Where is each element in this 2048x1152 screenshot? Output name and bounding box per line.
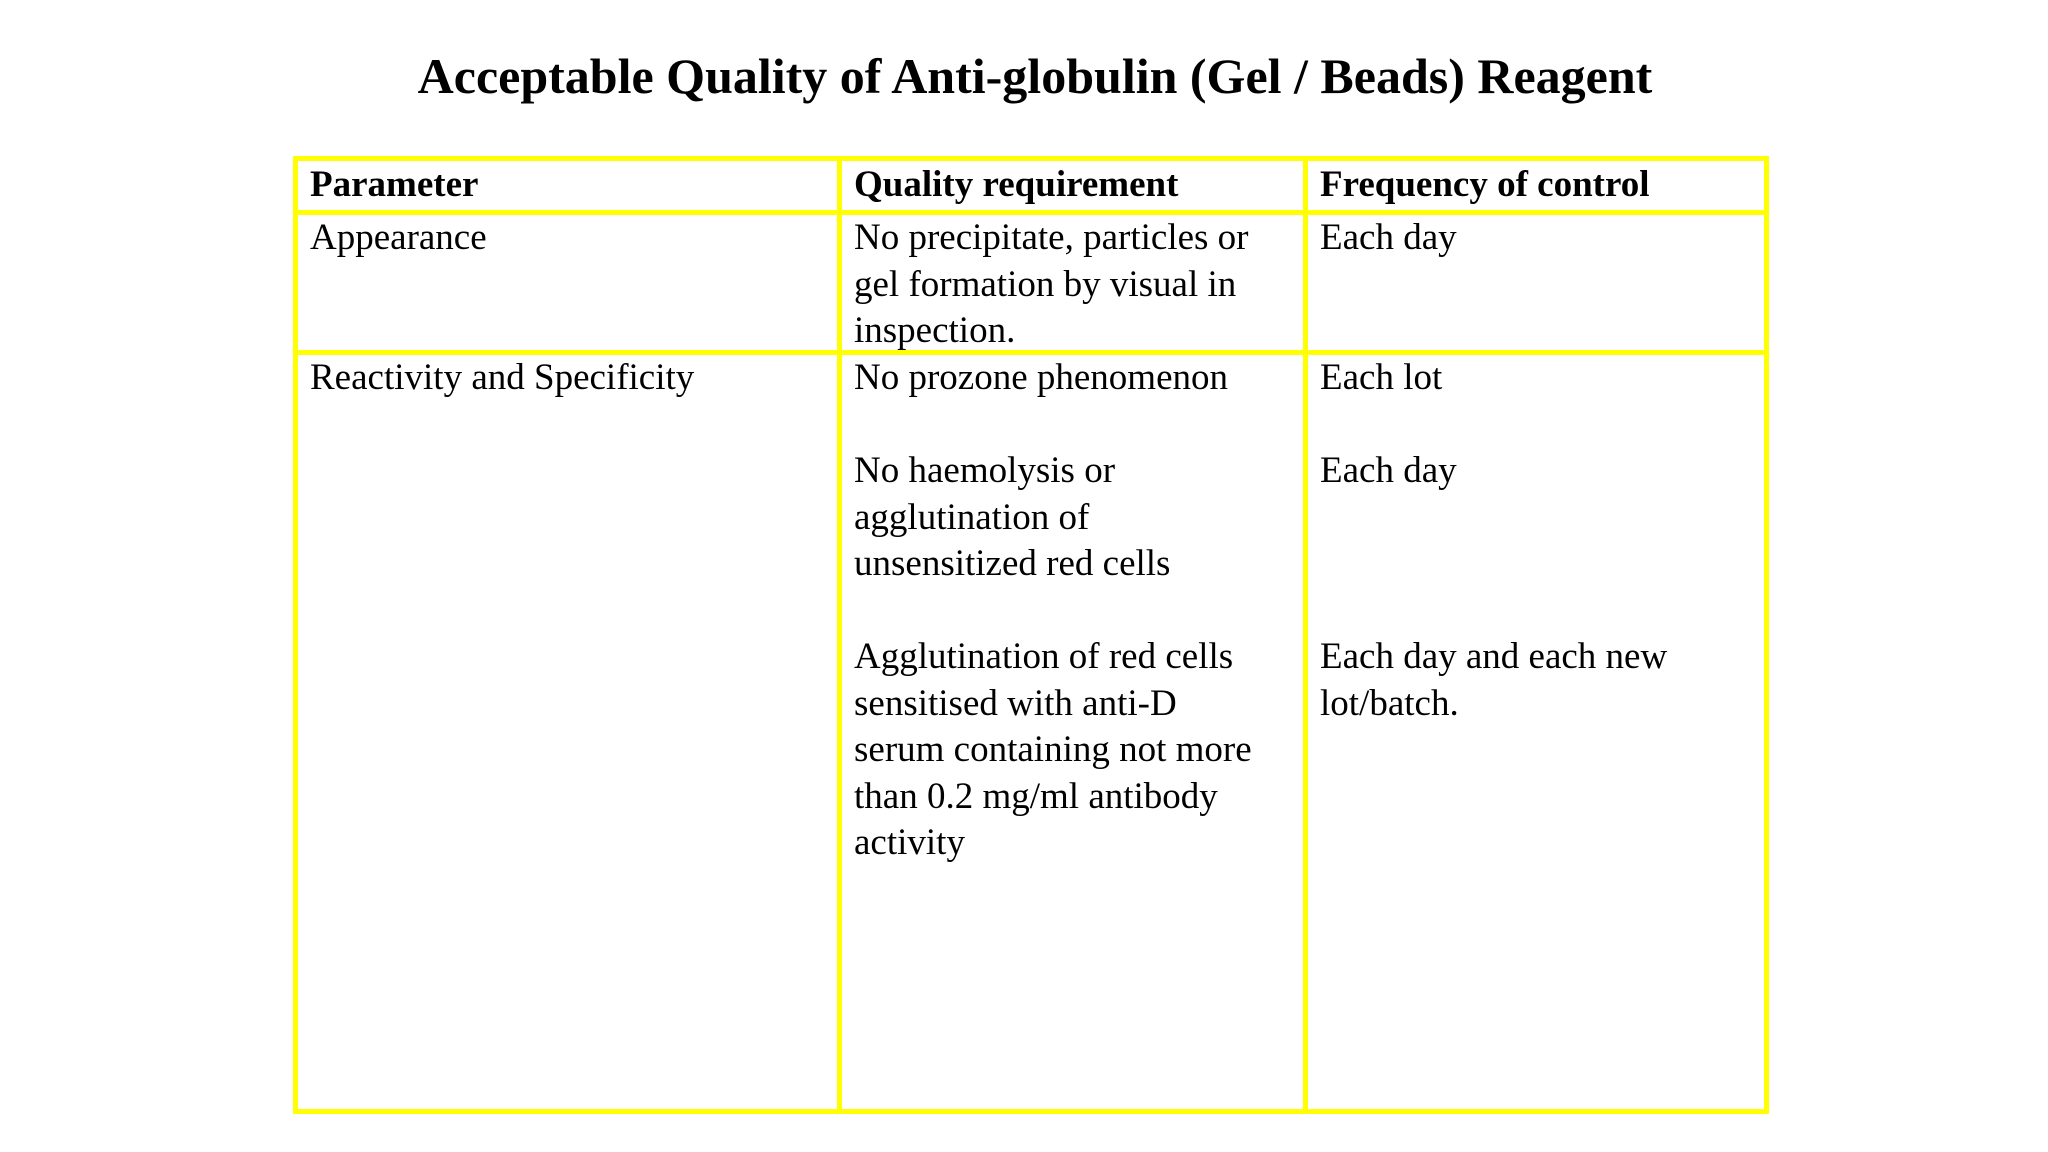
- requirement-paragraph: [854, 355, 1291, 402]
- frequency-paragraph: [1320, 355, 1752, 402]
- requirement-line: sensitised with anti-D: [854, 682, 1177, 724]
- frequency-paragraph: [1320, 448, 1752, 588]
- quality-table: [293, 156, 1769, 1114]
- row-reactivity-requirement: [837, 350, 1308, 1114]
- frequency-line: Each day: [1320, 450, 1457, 491]
- requirement-line: No haemolysis or: [854, 450, 1116, 491]
- requirement-line: Agglutination of red cells: [854, 636, 1234, 677]
- frequency-line: Each day and each new: [1320, 636, 1668, 677]
- requirement-paragraph: [854, 448, 1291, 588]
- requirement-line: unsensitized red cells: [854, 543, 1171, 584]
- requirement-line: agglutination of: [854, 496, 1090, 538]
- requirement-line: inspection.: [854, 310, 1016, 351]
- frequency-line: Each day: [1320, 217, 1457, 258]
- row-reactivity-frequency: [1303, 350, 1769, 1114]
- frequency-line: Each lot: [1320, 357, 1443, 398]
- requirement-line: than 0.2 mg/ml antibody: [854, 775, 1218, 817]
- header-quality-requirement: Quality requirement: [837, 156, 1308, 215]
- header-frequency-of-control: Frequency of control: [1303, 156, 1769, 215]
- row-appearance-parameter: [293, 210, 842, 355]
- blank-line: [1320, 495, 1752, 542]
- requirement-paragraph: [854, 634, 1291, 867]
- row-appearance-frequency: [1303, 210, 1769, 355]
- parameter-text: Appearance: [310, 217, 487, 258]
- frequency-paragraph: [1320, 634, 1752, 727]
- requirement-line: No precipitate, particles or: [854, 217, 1249, 258]
- requirement-line: No prozone phenomenon: [854, 357, 1229, 398]
- requirement-line: gel formation by visual in: [854, 263, 1237, 305]
- page-title: Acceptable Quality of Anti-globulin (Gel / Beads) Reagent: [417, 48, 1653, 104]
- header-parameter: Parameter: [293, 156, 842, 215]
- frequency-line: lot/batch.: [1320, 682, 1459, 724]
- parameter-text: Reactivity and Specificity: [310, 357, 695, 398]
- blank-line: [1320, 541, 1752, 588]
- row-appearance-requirement: [837, 210, 1308, 355]
- requirement-line: serum containing not more: [854, 729, 1252, 770]
- requirement-line: activity: [854, 822, 965, 863]
- row-reactivity-parameter: [293, 350, 842, 1114]
